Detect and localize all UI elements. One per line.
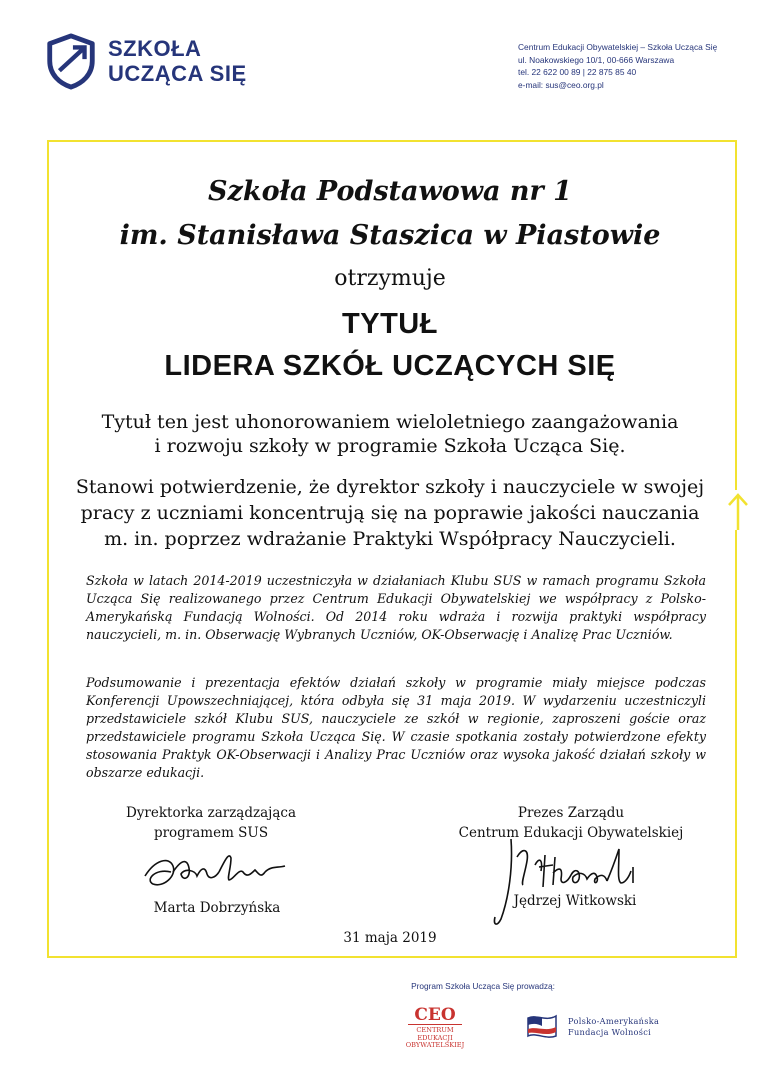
paff-logo-name bbox=[568, 1016, 659, 1037]
left-signatory-title-line2: programem SUS bbox=[153, 825, 269, 841]
receives-text: otrzymuje bbox=[334, 266, 446, 291]
paff-logo-name-line2: Fundacja Wolności bbox=[568, 1026, 652, 1037]
honor-paragraph-line2: i rozwoju szkoły w programie Szkoła Ucząca Się. bbox=[154, 435, 626, 457]
honor-paragraph bbox=[60, 410, 720, 458]
participation-description: Szkoła w latach 2014-2019 uczestniczyła w działaniach Klubu SUS w ramach programu Szkoła Ucząca Się realizowanego przez Centrum Edukacji Obywatelskiej we współpracy z Polsko-Amerykańską Fundacją Wolności. Od 2014 roku wdraża i rozwija praktyki współpracy nauczycieli, m. in. Obserwację Wybranych Uczniów, OK-Obserwację i Analizę Prac Uczniów. bbox=[86, 573, 706, 642]
partners-label: Program Szkoła Ucząca Się prowadzą: bbox=[411, 981, 555, 991]
confirmation-paragraph-line3: m. in. poprzez wdrażanie Praktyki Współpracy Nauczycieli. bbox=[104, 528, 676, 550]
ceo-logo-mark: CEO bbox=[408, 1006, 461, 1025]
right-signatory-title-line2: Centrum Edukacji Obywatelskiej bbox=[458, 825, 684, 841]
flag-icon bbox=[526, 1012, 558, 1040]
brand-name bbox=[108, 36, 247, 86]
school-name-line1: Szkoła Podstawowa nr 1 bbox=[208, 176, 572, 207]
left-signatory-title-line1: Dyrektorka zarządzająca bbox=[125, 805, 297, 821]
honor-paragraph-line1: Tytuł ten jest uhonorowaniem wieloletniego zaangażowania bbox=[101, 411, 679, 433]
confirmation-paragraph bbox=[60, 474, 720, 552]
award-title-line2: LIDERA SZKÓŁ UCZĄCYCH SIĘ bbox=[164, 350, 616, 382]
szkola-uczaca-sie-logo bbox=[42, 30, 247, 90]
right-handwritten-signature bbox=[483, 827, 663, 932]
left-signatory-name: Marta Dobrzyńska bbox=[153, 900, 281, 916]
paff-logo-name-line1: Polsko-Amerykańska bbox=[568, 1016, 660, 1026]
ceo-logo-name bbox=[398, 1027, 472, 1050]
contact-org-name: Centrum Edukacji Obywatelskiej – Szkoła Ucząca Się bbox=[518, 42, 718, 52]
confirmation-paragraph-line2: pracy z uczniami koncentrują się na poprawie jakości nauczania bbox=[80, 502, 700, 524]
confirmation-paragraph-line1: Stanowi potwierdzenie, że dyrektor szkoły i nauczyciele w swojej bbox=[75, 476, 705, 498]
certificate-date: 31 maja 2019 bbox=[343, 930, 437, 946]
school-name-line2: im. Stanisława Staszica w Piastowie bbox=[119, 220, 661, 251]
brand-name-line2: UCZĄCA SIĘ bbox=[108, 61, 247, 86]
ceo-logo bbox=[398, 1005, 472, 1050]
organization-contact bbox=[518, 41, 717, 91]
right-signatory-name: Jędrzej Witkowski bbox=[513, 893, 637, 909]
brand-name-line1: SZKOŁA bbox=[108, 36, 202, 61]
ceo-logo-name-line1: CENTRUM EDUKACJI bbox=[416, 1026, 454, 1042]
contact-email: e-mail: sus@ceo.org.pl bbox=[518, 79, 604, 90]
right-signatory-title-line1: Prezes Zarządu bbox=[517, 805, 625, 821]
paff-logo bbox=[526, 1012, 686, 1042]
ceo-logo-name-line2: OBYWATELSKIEJ bbox=[405, 1041, 465, 1049]
shield-arrow-icon bbox=[42, 32, 100, 90]
frame-arrow-icon bbox=[727, 490, 749, 530]
left-handwritten-signature bbox=[135, 838, 295, 898]
award-title-line1: TYTUŁ bbox=[342, 308, 438, 340]
contact-phone: tel. 22 622 00 89 | 22 875 85 40 bbox=[518, 67, 637, 77]
left-signatory-title bbox=[106, 803, 316, 843]
conference-description: Podsumowanie i prezentacja efektów działań szkoły w programie miały miejsce podczas Konferencji Upowszechniającej, która odbyła się 31 maja 2019. W wydarzeniu uczestniczyli przedstawiciele szkół Klubu SUS, nauczyciele ze szkół w regionie, zaproszeni goście oraz przedstawiciele programu Szkoła Ucząca Się. W czasie spotkania zostały potwierdzone efekty stosowania Praktyk OK-Obserwacji i Analizy Prac Uczniów oraz wysoka jakość działań szkoły w obszarze edukacji. bbox=[86, 675, 706, 780]
contact-address: ul. Noakowskiego 10/1, 00-666 Warszawa bbox=[518, 54, 675, 65]
